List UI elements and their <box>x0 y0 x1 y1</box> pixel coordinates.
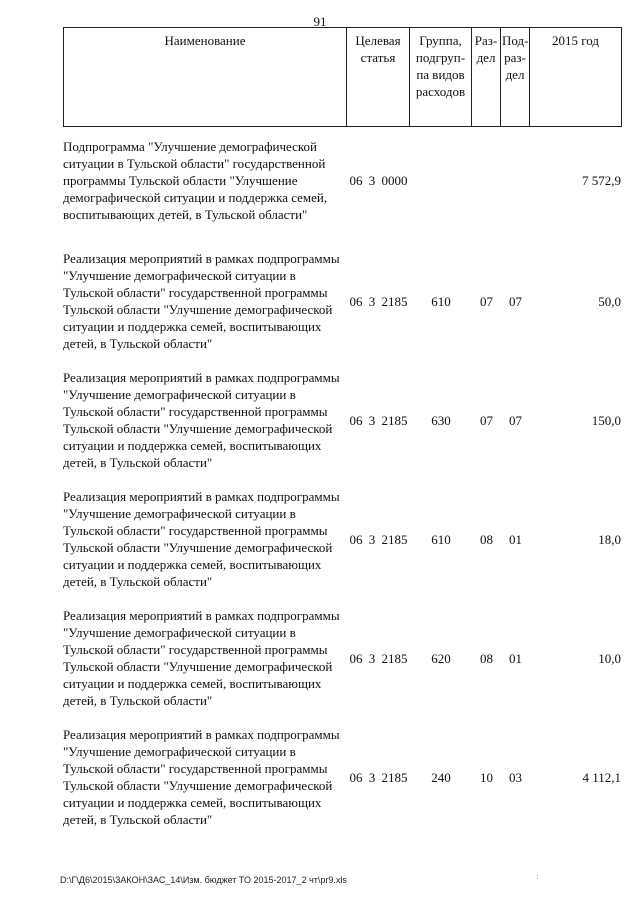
row-name: Подпрограмма "Улучшение демографической ситуации в Тульской области" государственной программы Тульской области "Улучшение демографической ситуации и поддержка семей, воспитывающих детей, в Тульской области" <box>63 139 328 222</box>
row-target: 06 3 2185 <box>349 650 408 666</box>
header-name: Наименование <box>64 28 347 127</box>
row-name: Реализация мероприятий в рамках подпрограммы "Улучшение демографической ситуации в Тульской области" государственной программы Тульской области "Улучшение демографической ситуации и поддержка семей, воспитывающих детей, в Тульской области" <box>63 370 340 470</box>
row-razdel <box>472 138 501 223</box>
row-podrazdel <box>501 138 530 223</box>
row-target: 06 3 2185 <box>349 412 408 428</box>
scan-marks: : <box>536 872 539 881</box>
row-group <box>410 138 472 223</box>
footer-file-path: D:\Г\Д6\2015\ЗАКОН\ЗАС_14\Изм. бюджет ТО 2015-2017_2 чт\pr9.xls <box>60 875 347 885</box>
row-name: Реализация мероприятий в рамках подпрограммы "Улучшение демографической ситуации в Тульской области" государственной программы Тульской области "Улучшение демографической ситуации и поддержка семей, воспитывающих детей, в Тульской области" <box>63 489 340 589</box>
row-amount: 150,0 <box>591 412 621 428</box>
row-target: 06 3 2185 <box>349 769 408 785</box>
header-razdel: Раз- дел <box>472 28 501 127</box>
header-year: 2015 год <box>530 28 622 127</box>
row-amount: 50,0 <box>598 293 621 309</box>
table-row <box>63 607 621 709</box>
row-razdel: 07 <box>480 412 493 428</box>
row-amount: 7 572,9 <box>582 173 621 188</box>
row-name: Реализация мероприятий в рамках подпрограммы "Улучшение демографической ситуации в Тульской области" государственной программы Тульской области "Улучшение демографической ситуации и поддержка семей, воспитывающих детей, в Тульской области" <box>63 608 340 708</box>
table-header <box>63 27 622 127</box>
row-name: Реализация мероприятий в рамках подпрограммы "Улучшение демографической ситуации в Тульской области" государственной программы Тульской области "Улучшение демографической ситуации и поддержка семей, воспитывающих детей, в Тульской области" <box>63 727 340 827</box>
table-body <box>63 138 621 828</box>
table-row <box>63 726 621 828</box>
table-row <box>63 488 621 590</box>
row-group: 630 <box>431 412 451 428</box>
page-number: 91 <box>313 14 327 29</box>
table-row <box>63 369 621 471</box>
header-podrazdel: Под- раз- дел <box>501 28 530 127</box>
row-target: 06 3 2185 <box>349 531 408 547</box>
row-amount: 10,0 <box>598 650 621 666</box>
row-razdel: 08 <box>480 650 493 666</box>
row-group: 610 <box>431 531 451 547</box>
row-group: 610 <box>431 293 451 309</box>
row-podrazdel: 07 <box>509 412 522 428</box>
row-amount: 4 112,1 <box>582 769 621 785</box>
row-target: 06 3 2185 <box>349 293 408 309</box>
row-razdel: 10 <box>480 769 493 785</box>
row-razdel: 07 <box>480 293 493 309</box>
header-group: Группа, подгруп- па видов расходов <box>410 28 472 127</box>
row-amount: 18,0 <box>598 531 621 547</box>
row-podrazdel: 07 <box>509 293 522 309</box>
row-podrazdel: 03 <box>509 769 522 785</box>
row-podrazdel: 01 <box>509 650 522 666</box>
header-target: Целевая статья <box>347 28 410 127</box>
row-razdel: 08 <box>480 531 493 547</box>
row-group: 240 <box>431 769 451 785</box>
row-podrazdel: 01 <box>509 531 522 547</box>
table-row <box>63 250 621 352</box>
table-row <box>63 138 621 223</box>
row-group: 620 <box>431 650 451 666</box>
row-target: 06 3 0000 <box>349 173 408 188</box>
row-name: Реализация мероприятий в рамках подпрограммы "Улучшение демографической ситуации в Тульской области" государственной программы Тульской области "Улучшение демографической ситуации и поддержка семей, воспитывающих детей, в Тульской области" <box>63 251 340 351</box>
